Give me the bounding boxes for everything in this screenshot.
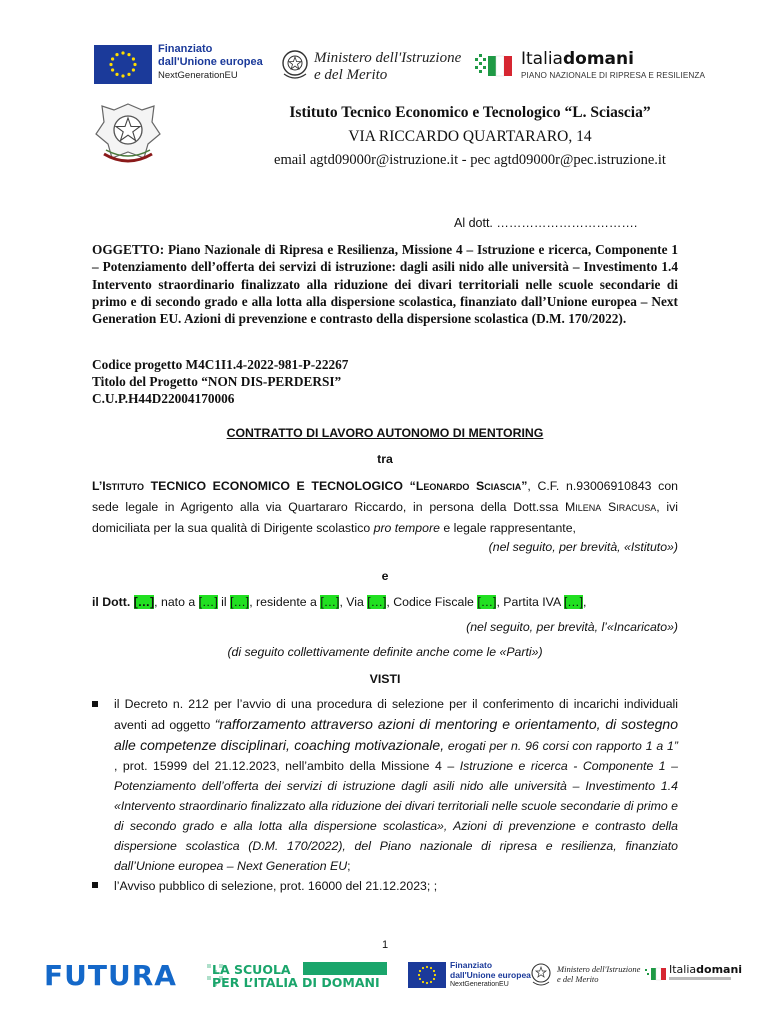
between-label: tra xyxy=(377,452,393,466)
italiadomani-title: Italiadomani xyxy=(521,49,634,69)
project-codes xyxy=(92,356,348,407)
project-code: Codice progetto M4C1I1.4-2022-981-P-22267 xyxy=(92,357,349,372)
placeholder-name: […] xyxy=(133,595,155,609)
footer-italiadomani-title: Italiadomani xyxy=(669,963,743,976)
placeholder-residence: […] xyxy=(320,595,340,609)
placeholder-tax-code: […] xyxy=(477,595,497,609)
parties-definition-note: (di seguito collettivamente definite anche come le «Parti») xyxy=(227,645,543,659)
placeholder-birthplace: […] xyxy=(198,595,218,609)
republic-emblem-icon xyxy=(280,48,310,82)
scuola-line1: LA SCUOLA xyxy=(212,962,291,977)
visti-heading: VISTI xyxy=(369,672,401,686)
scuola-line2: PER L’ITALIA DI DOMANI xyxy=(212,975,380,990)
party-contractor-paragraph: il Dott. […], nato a […] il […], residente a […], Via […], Codice Fiscale […], Partita IVA […], xyxy=(92,595,587,609)
school-name: Istituto Tecnico Economico e Tecnologico “L. Sciascia” xyxy=(289,104,651,121)
ministry-label: Ministero dell'Istruzione e del Merito xyxy=(314,50,462,83)
placeholder-birthdate: […] xyxy=(230,595,250,609)
list-item: l’Avviso pubblico di selezione, prot. 16000 del 21.12.2023; ; xyxy=(114,879,438,893)
footer-ministry-label: Ministero dell'Istruzione e del Merito xyxy=(557,964,641,984)
italian-republic-emblem-icon xyxy=(92,100,164,168)
page-number: 1 xyxy=(381,939,389,951)
school-address: VIA RICCARDO QUARTARARO, 14 xyxy=(348,128,592,145)
bullet-icon xyxy=(92,882,98,888)
project-cup: C.U.P.H44D22004170006 xyxy=(92,391,235,406)
addressee: Al dott. ……………………………. xyxy=(454,216,638,230)
eu-funding-label: Finanziato dall'Unione europea NextGenerationEU xyxy=(158,43,263,81)
institute-definition-note: (nel seguito, per brevità, «Istituto») xyxy=(488,540,678,554)
and-label: e xyxy=(381,569,389,583)
futura-logo: FUTURA xyxy=(44,959,177,992)
italy-flag-icon xyxy=(473,52,513,78)
bullet-icon xyxy=(92,701,98,707)
party-institute-paragraph: L’Istituto TECNICO ECONOMICO E TECNOLOGICO “Leonardo Sciascia”, C.F. n.93006910843 con sede legale in Agrigento alla via Quartararo Riccardo, in persona della Dott.ssa Milena Siracusa, ivi domiciliata per la sua qualità di Dirigente scolastico pro tempore e legale rappresentante, xyxy=(92,479,679,535)
republic-emblem-icon xyxy=(530,962,552,988)
placeholder-street: […] xyxy=(367,595,387,609)
project-title: Titolo del Progetto “NON DIS-PERDERSI” xyxy=(92,374,342,389)
school-email: email agtd09000r@istruzione.it - pec agtd09000r@pec.istruzione.it xyxy=(274,152,666,168)
contractor-definition-note: (nel seguito, per brevità, l’«Incaricato») xyxy=(466,620,678,634)
list-item: il Decreto n. 212 per l’avvio di una procedura di selezione per il conferimento di incarichi individuali aventi ad oggetto “rafforzamento attraverso azioni di mentoring e orientamento, di sostegno alle competenze disciplinari, coaching motivazionale, erogati per n. 96 corsi con rapporto 1 a 1” , prot. 15999 del 21.12.2023, nell’ambito della Missione 4 – Istruzione e ricerca - Componente 1 – Potenziamento dell’offerta dei servizi di istruzione dagli asili nido alle università – Investimento 1.4 «Intervento straordinario finalizzato alla riduzione dei divari territoriali nelle scuole secondarie di primo e di secondo grado e alla lotta alla dispersione scolastica», Azioni di prevenzione e contrasto della dispersione scolastica (D.M. 170/2022), del Piano nazionale di ripresa e resilienza, finanziato dall’Unione europea – Next Generation EU; xyxy=(114,697,679,873)
eu-flag-icon xyxy=(408,962,446,988)
placeholder-vat: […] xyxy=(563,595,584,609)
italiadomani-subtitle: PIANO NAZIONALE DI RIPRESA E RESILIENZA xyxy=(521,71,706,80)
subject-paragraph: OGGETTO: Piano Nazionale di Ripresa e Resilienza, Missione 4 – Istruzione e ricerca, Componente 1 – Potenziamento dell’offerta dei servizi di istruzione: dagli asili nido alle università – Investimento 1.4 Intervento straordinario finalizzato alla riduzione dei divari territoriali nelle scuole secondarie di primo e di secondo grado e alla lotta alla dispersione scolastica, finanziato dall’Unione europea – Next Generation EU. Azioni di prevenzione e contrasto della dispersione scolastica (D.M. 170/2022). xyxy=(92,242,678,327)
italy-flag-icon xyxy=(644,966,666,982)
footer-italiadomani-subtitle-bar xyxy=(669,977,731,980)
footer-eu-label: Finanziato dall'Unione europea NextGenerationEU xyxy=(450,960,531,988)
contract-title: CONTRATTO DI LAVORO AUTONOMO DI MENTORING xyxy=(226,426,544,440)
eu-flag-icon xyxy=(94,45,152,84)
